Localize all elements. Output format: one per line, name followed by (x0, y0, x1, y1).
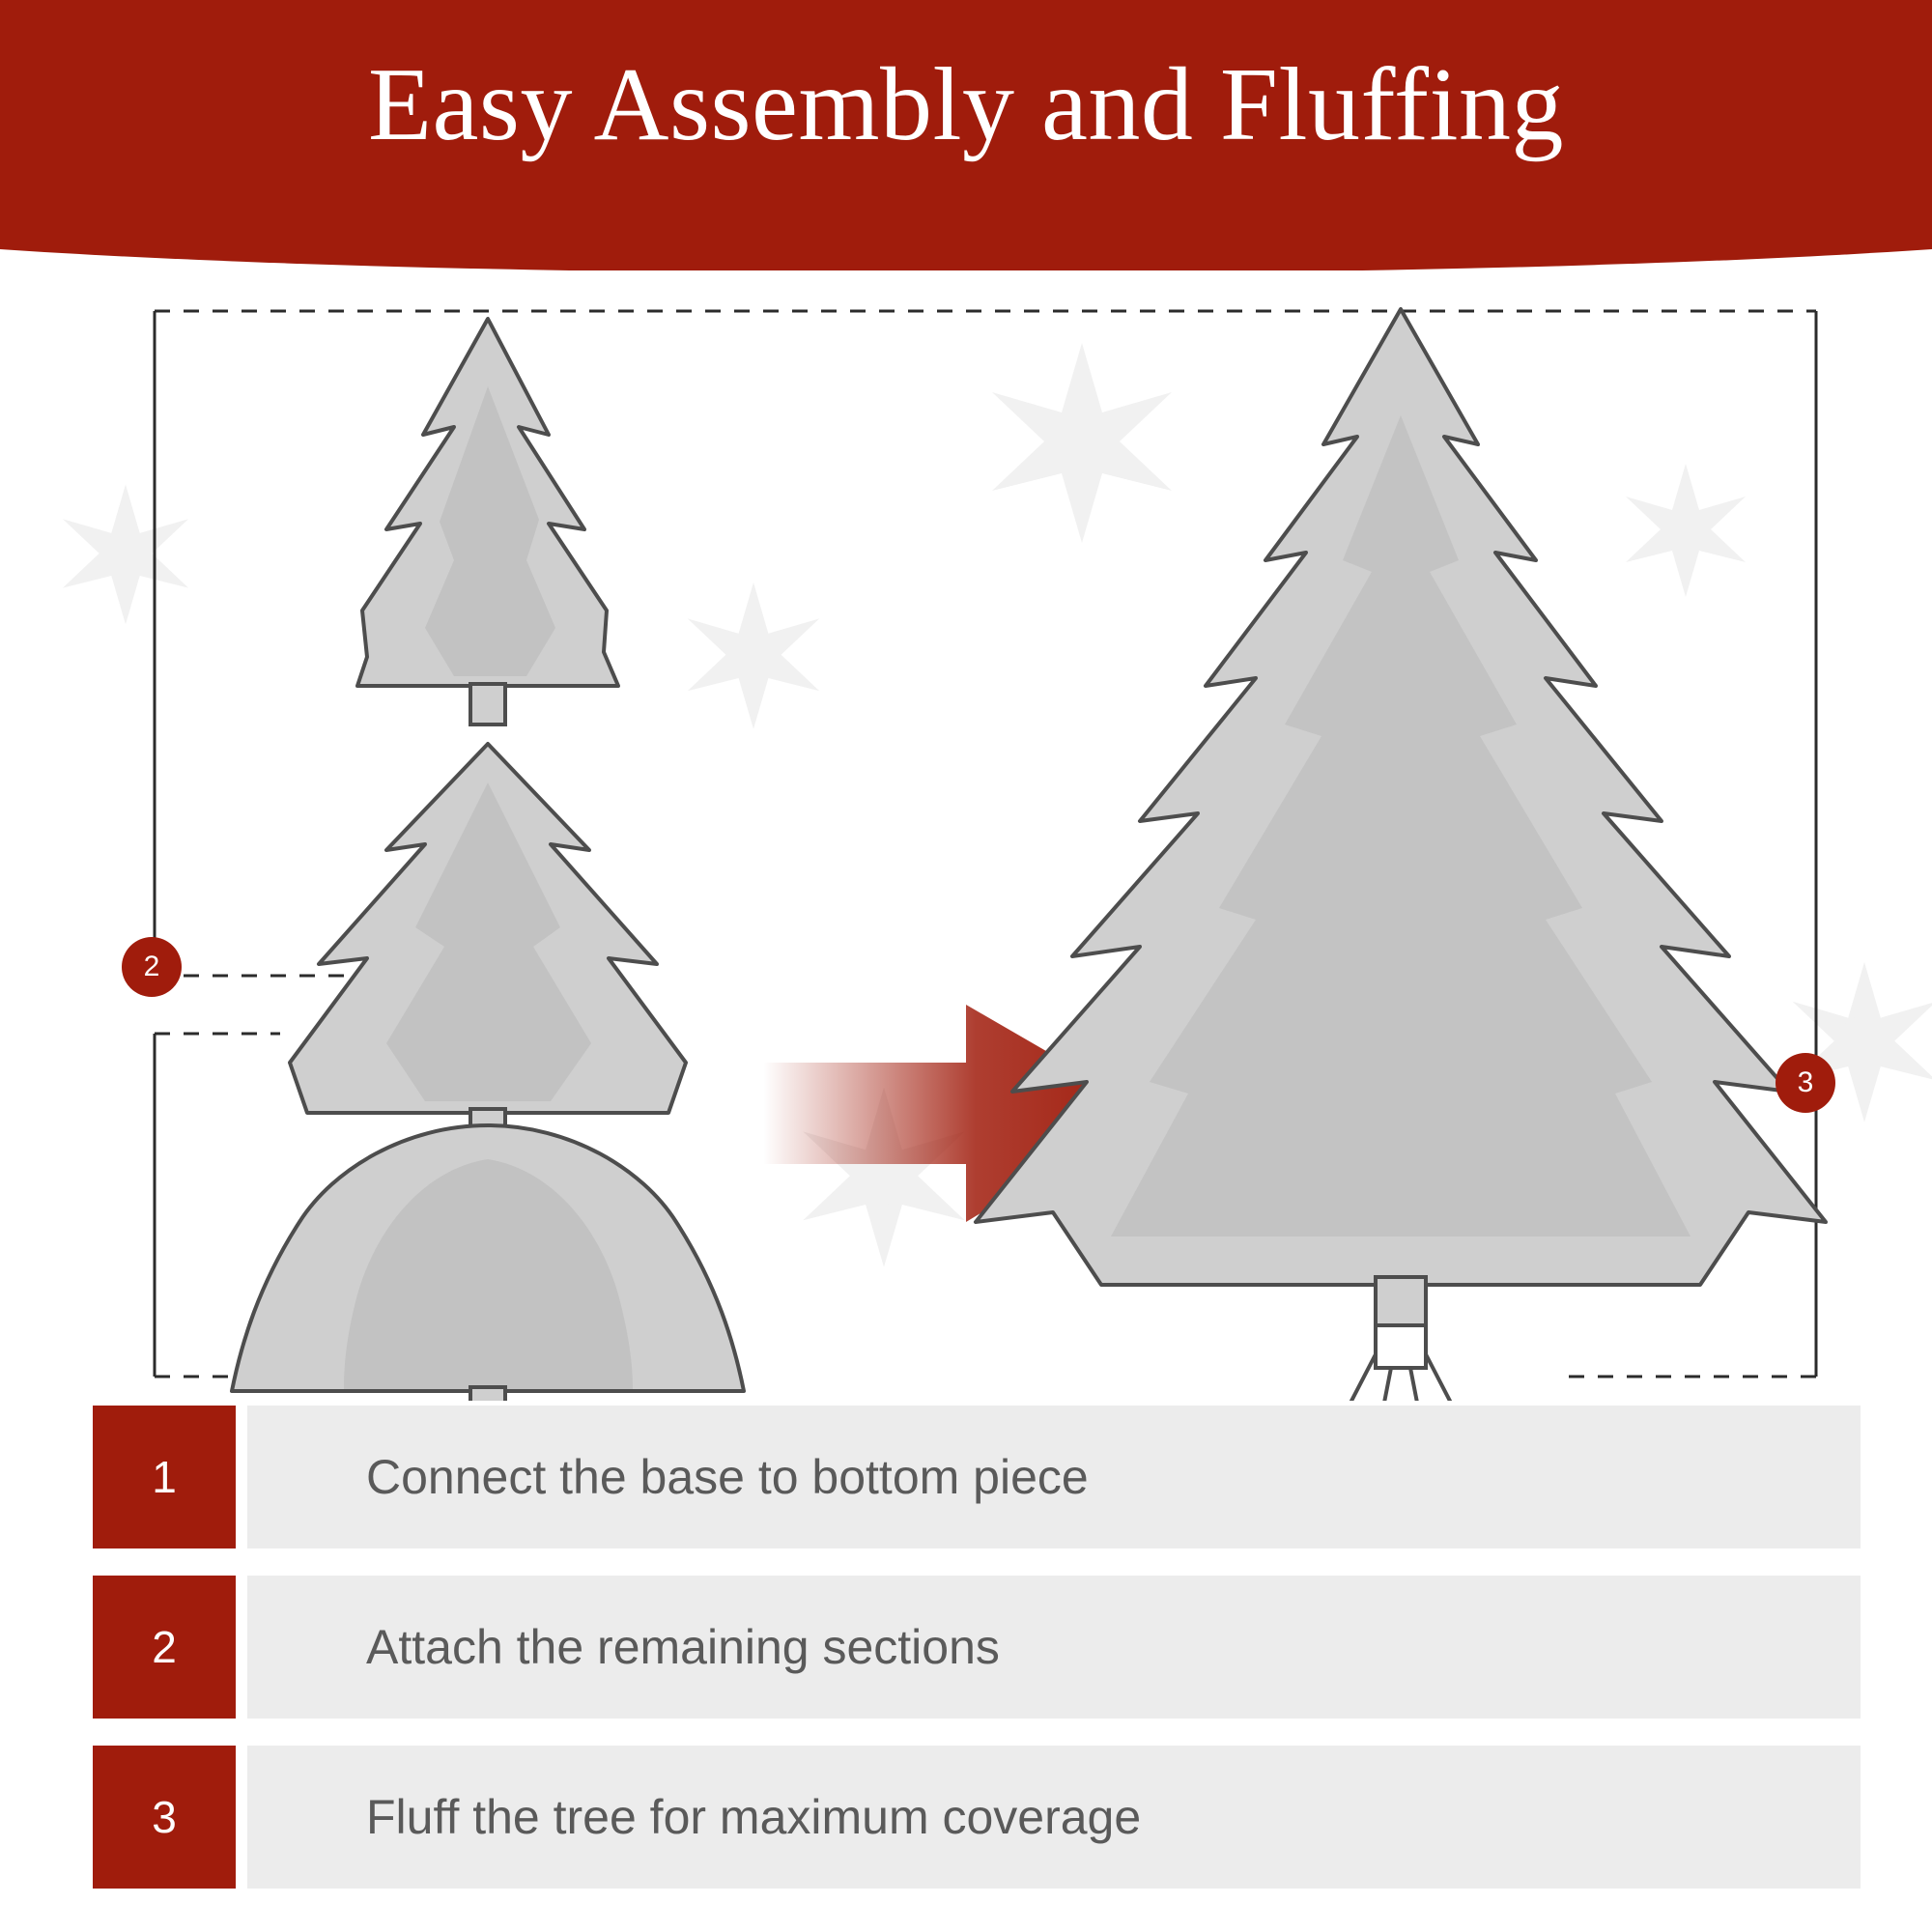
tree-section-middle (290, 744, 686, 1151)
step-label: Connect the base to bottom piece (366, 1450, 1089, 1504)
step-label: Fluff the tree for maximum coverage (366, 1790, 1142, 1844)
step-label: Attach the remaining sections (366, 1620, 1000, 1674)
tree-stand-right (1275, 1325, 1526, 1401)
step-number: 3 (93, 1746, 236, 1889)
illustration-canvas (0, 270, 1932, 1401)
page-header (0, 0, 1932, 270)
tree-section-bottom (232, 1125, 744, 1401)
step-row (93, 1576, 1861, 1719)
step-row (93, 1746, 1861, 1889)
marker-badge-2: 2 (122, 937, 182, 997)
step-number: 1 (93, 1406, 236, 1548)
step-text-container (247, 1746, 1861, 1889)
step-number: 2 (93, 1576, 236, 1719)
steps-list (93, 1406, 1861, 1916)
page-title: Easy Assembly and Fluffing (368, 47, 1564, 162)
assembly-illustration (0, 270, 1932, 1401)
step-text-container (247, 1576, 1861, 1719)
tree-section-top (357, 319, 618, 724)
step-row (93, 1406, 1861, 1548)
step-text-container (247, 1406, 1861, 1548)
marker-badge-3: 3 (1776, 1053, 1835, 1113)
